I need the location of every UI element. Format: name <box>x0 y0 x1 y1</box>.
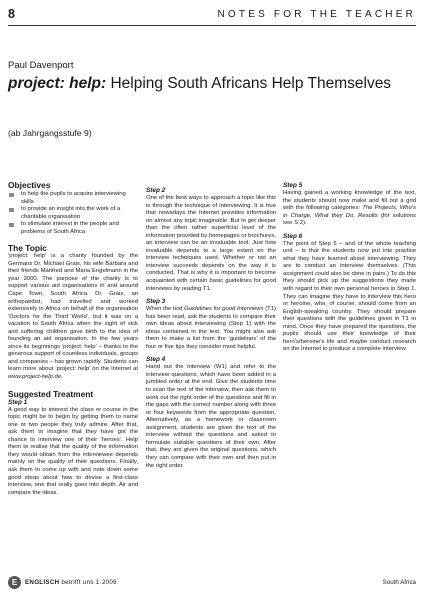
header-divider <box>8 25 416 26</box>
grade-level: (ab Jahrgangsstufe 9) <box>8 128 92 138</box>
page-footer <box>8 576 416 590</box>
section-name: South Africa <box>382 579 416 586</box>
step-6-heading: Step 6 <box>283 232 303 240</box>
step-3-text: When the text Guidelines for good Interviews (T1) has been read, ask the students to compare their own ideas about interviewing (Step 1) with the ideas contained in the text. You might also ask them to make a list from the ‘guidelines’ of the four or five tips they consider most helpful. <box>146 306 276 350</box>
website-link[interactable]: www.project-help.de <box>8 374 62 381</box>
magazine-logo-icon: E <box>8 576 21 589</box>
treatment-heading: Suggested Treatment <box>8 388 94 399</box>
objective-item: to stimulate interest in the people and problems of South Africa <box>8 221 138 236</box>
topic-heading: The Topic <box>8 243 47 254</box>
title-rest: Helping South Africans Help Themselves <box>106 75 392 92</box>
column-3 <box>283 182 416 354</box>
page-header <box>8 6 416 28</box>
topic-text: ‘project: help’ is a charity founded by the Germans Dr. Michael Grais, his wife Barbara and their friends Manfred and Maria Engelmann in the year 2000. The purpose of the charity is to support various aid organisations in and around Cape Town, South Africa. Dr. Grais, an orthopaedist, had travelled and worked extensively in Africa on behalf of the organisation ‘Doctors for the Third World’, but it was on a vacation to South Africa when the sight of sick and suffering children gave birth to the idea of founding an aid organisation. In the few years since its beginnings ‘project: help’ – thanks to the generous support of countless individuals, groups and companies – has grown rapidly. Students can learn more about ‘project: help’ on the Internet at www.project-help.de. <box>8 253 138 381</box>
title-emphasis: project: help: <box>8 75 107 92</box>
step-5-text: Having gained a working knowledge of the text, the students should now make and fill out a grid with the following categories: The Projects, Who’s in Charge, What they Do, Results (for solutions see S 2). <box>283 190 416 227</box>
author-name: Paul Davenport <box>8 60 74 71</box>
step-2-heading: Step 2 <box>146 187 166 194</box>
page-number: 8 <box>8 7 15 21</box>
step-1-text: A good way to interest the class or course in the topic might be to begin by getting them to name one or two people they truly admire. After that, ask them to imagine that they have got the chance to interview one of their ‘heroes’. Help them to realise that the quality of the information they would obtain from the interviewee depends mainly on the quality of their questions. Finally, ask them to come up with and note down some good ideas about how to devise a first-class interview, one that really goes into depth. Air and compare the ideas. <box>8 406 138 496</box>
article-title <box>8 74 418 94</box>
step-2-text: One of the best ways to approach a topic like this is through the technique of interviewing. It is true that nowadays the Internet provides information on almost any topic imaginable. But to get deeper than the often rather superficial level of the information provided by homepages or brochures, an interview can be an invaluable tool. Just how invaluable depends to a large extent on the interview techniques used. Whether or not an interview succeeds depends on the way it is conducted. That is why it is important to become acquainted with certain basic guidelines for good interviews by reading T1. <box>146 195 276 292</box>
step-1-heading: Step 1 <box>8 398 28 406</box>
objectives-heading: Objectives <box>8 180 51 190</box>
publication-info: ENGLISCH betrifft uns 1·2006 <box>25 579 117 586</box>
objectives-list <box>8 191 138 236</box>
column-2 <box>146 182 276 470</box>
objective-item: to help the pupils to acquire interviewing skills <box>8 191 138 206</box>
column-1 <box>8 180 138 497</box>
step-5-heading: Step 5 <box>283 182 303 189</box>
step-4-heading: Step 4 <box>146 356 166 364</box>
section-header-title: NOTES FOR THE TEACHER <box>217 9 416 20</box>
step-6-text: The point of Step 5 – and of the whole teaching unit – is that the students now put into practice what they have learned about interviewing. They are to conduct an interview themselves. (This assignment could also be done in pairs.) To do this they should pick up the suggestions they made with regard to their own personal heroes in Step 1. They can imagine they have to interview this hero or heroine, who, of course, should come from an English-speaking country. They should prepare their questions with the guidelines given in T1 in mind. Once they have prepared the questions, the pupils should use their knowledge of their hero’s/heroine’s life and maybe conduct research on the Internet to produce a complete interview. <box>283 240 416 353</box>
step-4-text: Hand out the interview (W1) and refer to the interview questions, which have been added in a jumbled order at the end. Give the students time to scan the text of the interview, then ask them to work out the right order of the questions and fill in the gaps with the correct number along with three or four keywords from the appropriate question. Alternatively, as a homework or classroom assignment, students are given the text of the interview without the questions and asked to formulate suitable questions of their own. After that, they are given the original questions, which they can compare with their own and then put in the right order. <box>146 364 276 469</box>
step-3-heading: Step 3 <box>146 298 166 306</box>
objective-item: to provide an insight into the work of a charitable organisation <box>8 206 138 221</box>
